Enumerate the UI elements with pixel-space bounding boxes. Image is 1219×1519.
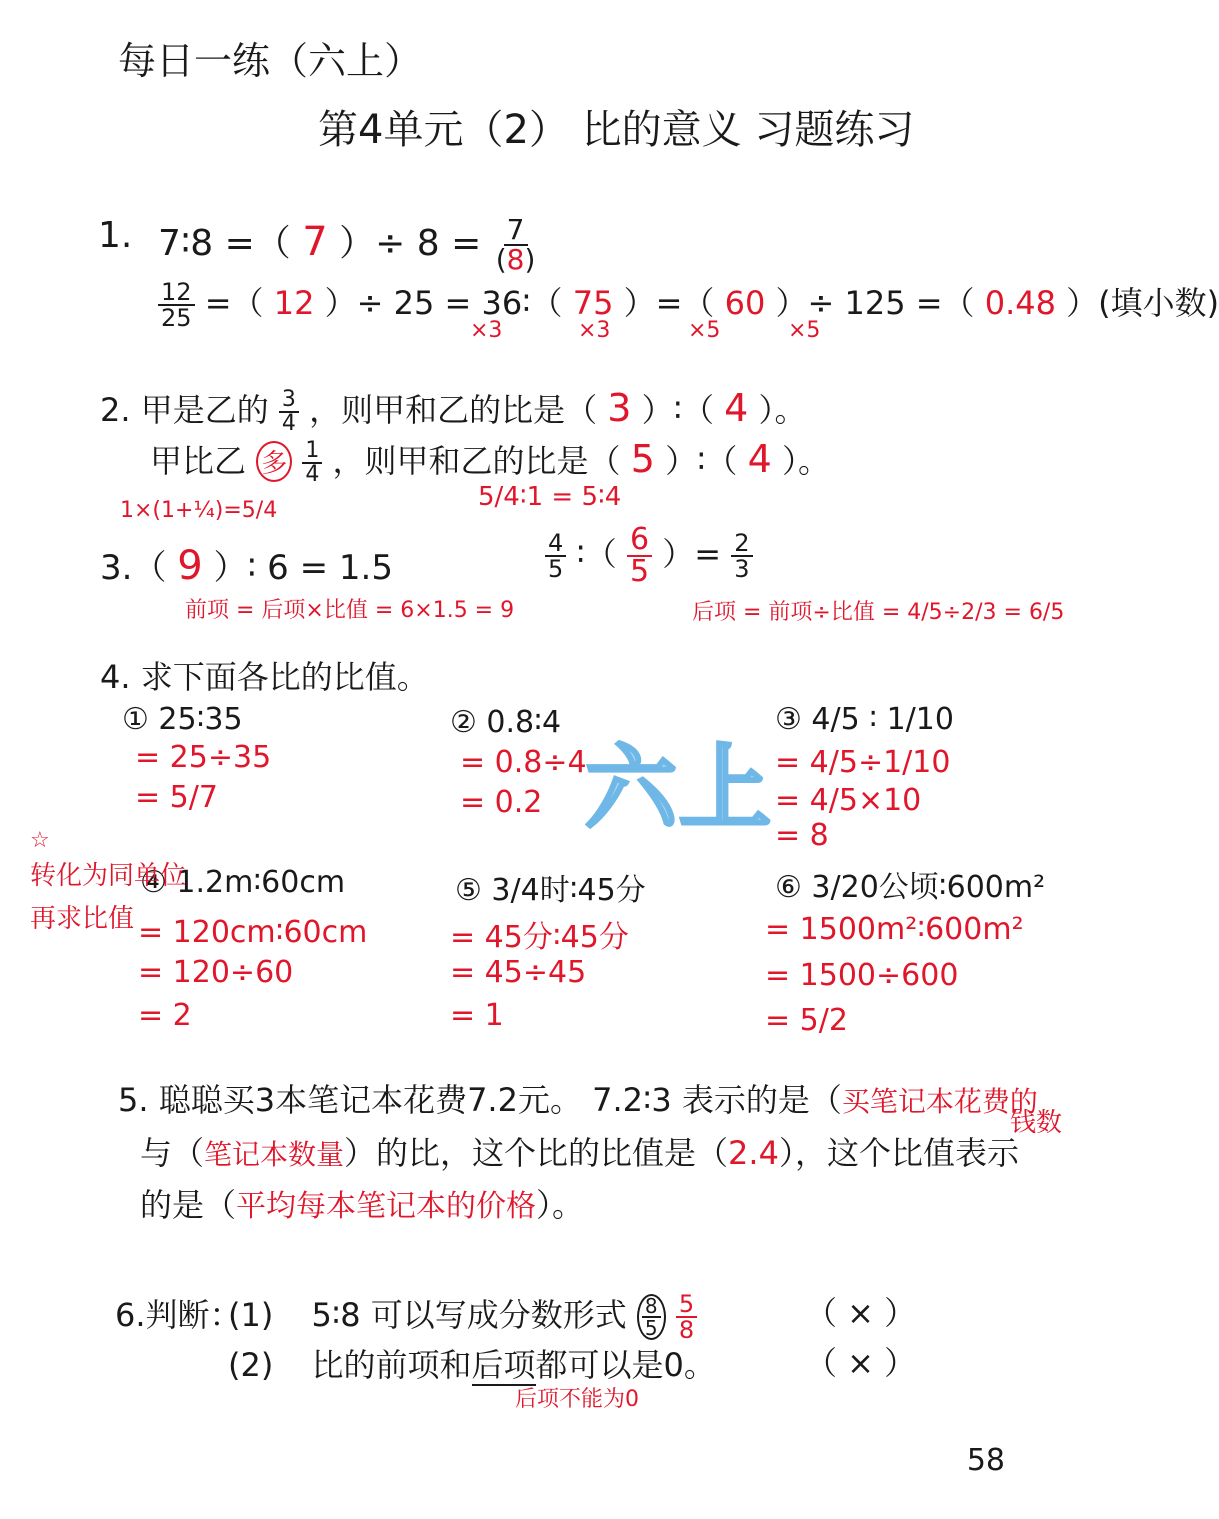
q1-mark-x3-a: ×3 (470, 318, 503, 343)
q2-note-right: 5/4∶1 = 5∶4 (478, 482, 622, 512)
q4-side-note-1: 转化为同单位 (30, 861, 187, 891)
q1-line1-mid: ）÷ 8 = (339, 223, 482, 264)
q2-line2 (150, 436, 830, 486)
q5-answer-c: 2.4 (728, 1134, 779, 1172)
q4-p4-step3: = 2 (138, 998, 192, 1033)
q1-answer-12: 12 (273, 284, 315, 322)
q5-line1-text: 5. 聪聪买3本笔记本花费7.2元。 7.2∶3 表示的是（ (118, 1081, 842, 1119)
q2-line1-c: ）∶（ (641, 391, 714, 429)
q5-line2-b: ）的比，这个比的比值是（ (344, 1134, 729, 1172)
q3-fraction-right (731, 531, 752, 581)
q1-mark-x5-b: ×5 (788, 318, 821, 343)
q1-answer-60: 60 (724, 284, 766, 322)
fraction-numerator: 5 (676, 1292, 697, 1318)
fraction-denominator: 5 (644, 1316, 658, 1340)
q4-p4-step1: = 120cm∶60cm (138, 915, 368, 950)
q6-item1-mark: （ × ） (805, 1294, 917, 1332)
page-number: 58 (966, 1443, 1005, 1478)
q3-left-b: ）∶ 6 = 1.5 (213, 548, 393, 588)
q4-p2-step2: = 0.2 (460, 785, 543, 820)
q4-p5-head: ⑤ 3/4时∶45分 (455, 873, 646, 908)
q2-line1-b: ，则甲和乙的比是（ (309, 391, 598, 429)
q1-number: 1. (98, 215, 133, 256)
fraction-numerator: 1 (302, 440, 322, 464)
fraction-numerator: 6 (627, 525, 652, 557)
q1-mark-x5-a: ×5 (688, 318, 721, 343)
fraction-denominator: 4 (305, 462, 320, 487)
q1-line2-d: ）÷ 125 =（ (775, 284, 975, 322)
q2-fraction (279, 389, 299, 435)
q6-item1-circled-frac-inner (642, 1296, 661, 1338)
q1-line1 (158, 215, 538, 274)
q5-line2-c: ），这个比值表示 (778, 1134, 1019, 1172)
q6-item1 (228, 1290, 697, 1342)
q3-answer-9: 9 (177, 543, 203, 589)
q6-item1-circled-fraction (637, 1294, 666, 1340)
fraction-numerator: 8 (642, 1296, 661, 1318)
q4-p6-head: ⑥ 3/20公顷∶600m² (775, 870, 1046, 905)
q2-line2-c: ）∶（ (665, 442, 738, 480)
q6-item1-num: (1) (228, 1296, 274, 1334)
q4-p4-step2: = 120÷60 (138, 955, 294, 990)
fraction-numerator: 12 (158, 280, 195, 306)
fraction-numerator: 4 (545, 531, 566, 557)
q6-item2-mark: （ × ） (805, 1344, 917, 1382)
q2-answer-5: 5 (630, 437, 655, 481)
q1-answer-8: 8 (506, 243, 525, 276)
q4-p5-step2: = 45÷45 (450, 955, 587, 990)
q4-p5-step3: = 1 (450, 998, 504, 1033)
q1-answer-75: 75 (572, 284, 614, 322)
q2-line1 (100, 385, 807, 435)
fraction-denominator: (8) (495, 243, 536, 276)
q6-item1-text: 5∶8 可以写成分数形式 (311, 1296, 627, 1334)
fraction-numerator: 3 (279, 389, 299, 413)
q4-title: 4. 求下面各比的比值。 (100, 658, 429, 696)
q4-p1-step2: = 5/7 (135, 780, 218, 815)
q2-line2-b: ，则甲和乙的比是（ (332, 442, 621, 480)
q3-note-left: 前项 = 后项×比值 = 6×1.5 = 9 (185, 598, 515, 623)
q2-line1-a: 2. 甲是乙的 (100, 391, 269, 429)
q3-fraction-left (545, 531, 566, 581)
q5-line3-b: ）。 (536, 1186, 585, 1224)
fraction-denominator: 3 (734, 555, 750, 583)
q3-answer-fraction (627, 522, 652, 589)
q4-p3-head: ③ 4/5 ∶ 1/10 (775, 702, 954, 737)
q3-right-a: ∶（ (576, 535, 617, 573)
q3-left-a: 3.（ (100, 548, 167, 588)
q2-answer-4b: 4 (747, 437, 772, 481)
q2-line2-a: 甲比乙 (150, 442, 247, 480)
q2-line1-d: ）。 (758, 391, 807, 429)
q4-p1-head: ① 25∶35 (122, 702, 243, 737)
q4-p3-step2: = 4/5×10 (775, 783, 922, 818)
watermark-text: 六上 (585, 735, 774, 842)
q2-answer-4: 4 (724, 386, 749, 430)
fraction-numerator: 7 (504, 216, 528, 246)
q5-line2 (140, 1128, 1019, 1174)
q3-right-b: ）= (662, 535, 722, 573)
q6-item1-correct-fraction (676, 1292, 697, 1342)
q2-answer-3: 3 (607, 386, 632, 430)
fraction-numerator: 2 (731, 531, 752, 557)
q6-item2 (228, 1340, 716, 1386)
q1-line2-b: ）÷ 25 = 36∶（ (324, 284, 563, 322)
q4-side-note-2: 再求比值 (30, 904, 135, 934)
fraction-denominator: 5 (629, 554, 650, 589)
q4-side-star: ☆ (30, 828, 50, 853)
q4-p3-step3: = 8 (775, 818, 829, 853)
q6-item2-text-b: 都可以是0。 (535, 1346, 716, 1384)
q6-label: 6.判断： (115, 1296, 242, 1334)
q4-p6-step2: = 1500÷600 (765, 958, 959, 993)
fraction-denominator: 8 (678, 1316, 695, 1344)
q4-p2-step1: = 0.8÷4 (460, 745, 587, 780)
q1-line2-a: =（ (204, 284, 264, 322)
q1-answer-7: 7 (302, 219, 328, 265)
q5-answer-a2: 钱数 (1010, 1108, 1063, 1138)
fraction-denominator: 25 (161, 304, 192, 332)
q1-answer-048: 0.48 (984, 284, 1056, 322)
q6-item2-text-a: 比的前项和 (311, 1346, 472, 1384)
worksheet-title: 每日一练（六上） (118, 39, 423, 83)
q5-line1 (118, 1075, 1038, 1121)
q2-note-left: 1×(1+¼)=5/4 (120, 498, 278, 523)
q5-line3 (140, 1180, 584, 1226)
worksheet-subtitle: 第4单元（2） 比的意义 习题练习 (318, 107, 915, 153)
q3-left (100, 540, 393, 589)
q4-p5-step1: = 45分∶45分 (450, 920, 629, 955)
q2-fraction-2 (302, 440, 322, 486)
q5-answer-d: 平均每本笔记本的价格 (236, 1189, 537, 1224)
q1-line1-left: 7∶8 =（ (158, 223, 291, 264)
q1-line2-c: ）=（ (623, 284, 715, 322)
q6-item2-underlined-word: 后项 (471, 1346, 536, 1384)
q4-p6-step1: = 1500m²∶600m² (765, 912, 1024, 947)
q5-answer-b: 笔记本数量 (204, 1138, 345, 1171)
q3-right (545, 522, 753, 589)
q4-p3-step1: = 4/5÷1/10 (775, 745, 951, 780)
q4-p4-head: ④ 1.2m∶60cm (140, 865, 346, 900)
q5-line3-a: 的是（ (140, 1186, 237, 1224)
q3-note-right: 后项 = 前项÷比值 = 4/5÷2/3 = 6/5 (692, 600, 1065, 625)
q1-line2-fraction (158, 280, 195, 330)
q1-mark-x3-b: ×3 (578, 318, 611, 343)
q5-line2-a: 与（ (140, 1134, 205, 1172)
q2-line2-d: ）。 (781, 442, 830, 480)
q4-p6-step3: = 5/2 (765, 1003, 848, 1038)
q6-item2-num: (2) (228, 1346, 274, 1384)
q2-circled-word: 多 (256, 441, 292, 482)
q5-answer-a: 买笔记本花费的 (841, 1085, 1038, 1118)
q4-p1-step1: = 25÷35 (135, 740, 272, 775)
fraction-denominator: 4 (281, 411, 296, 436)
q1-line2-e: ）(填小数) (1066, 284, 1219, 322)
fraction-denominator: 5 (548, 555, 564, 583)
q4-p2-head: ② 0.8∶4 (450, 705, 562, 740)
q6-note: 后项不能为0 (515, 1387, 639, 1412)
q1-line1-fraction (493, 213, 539, 276)
